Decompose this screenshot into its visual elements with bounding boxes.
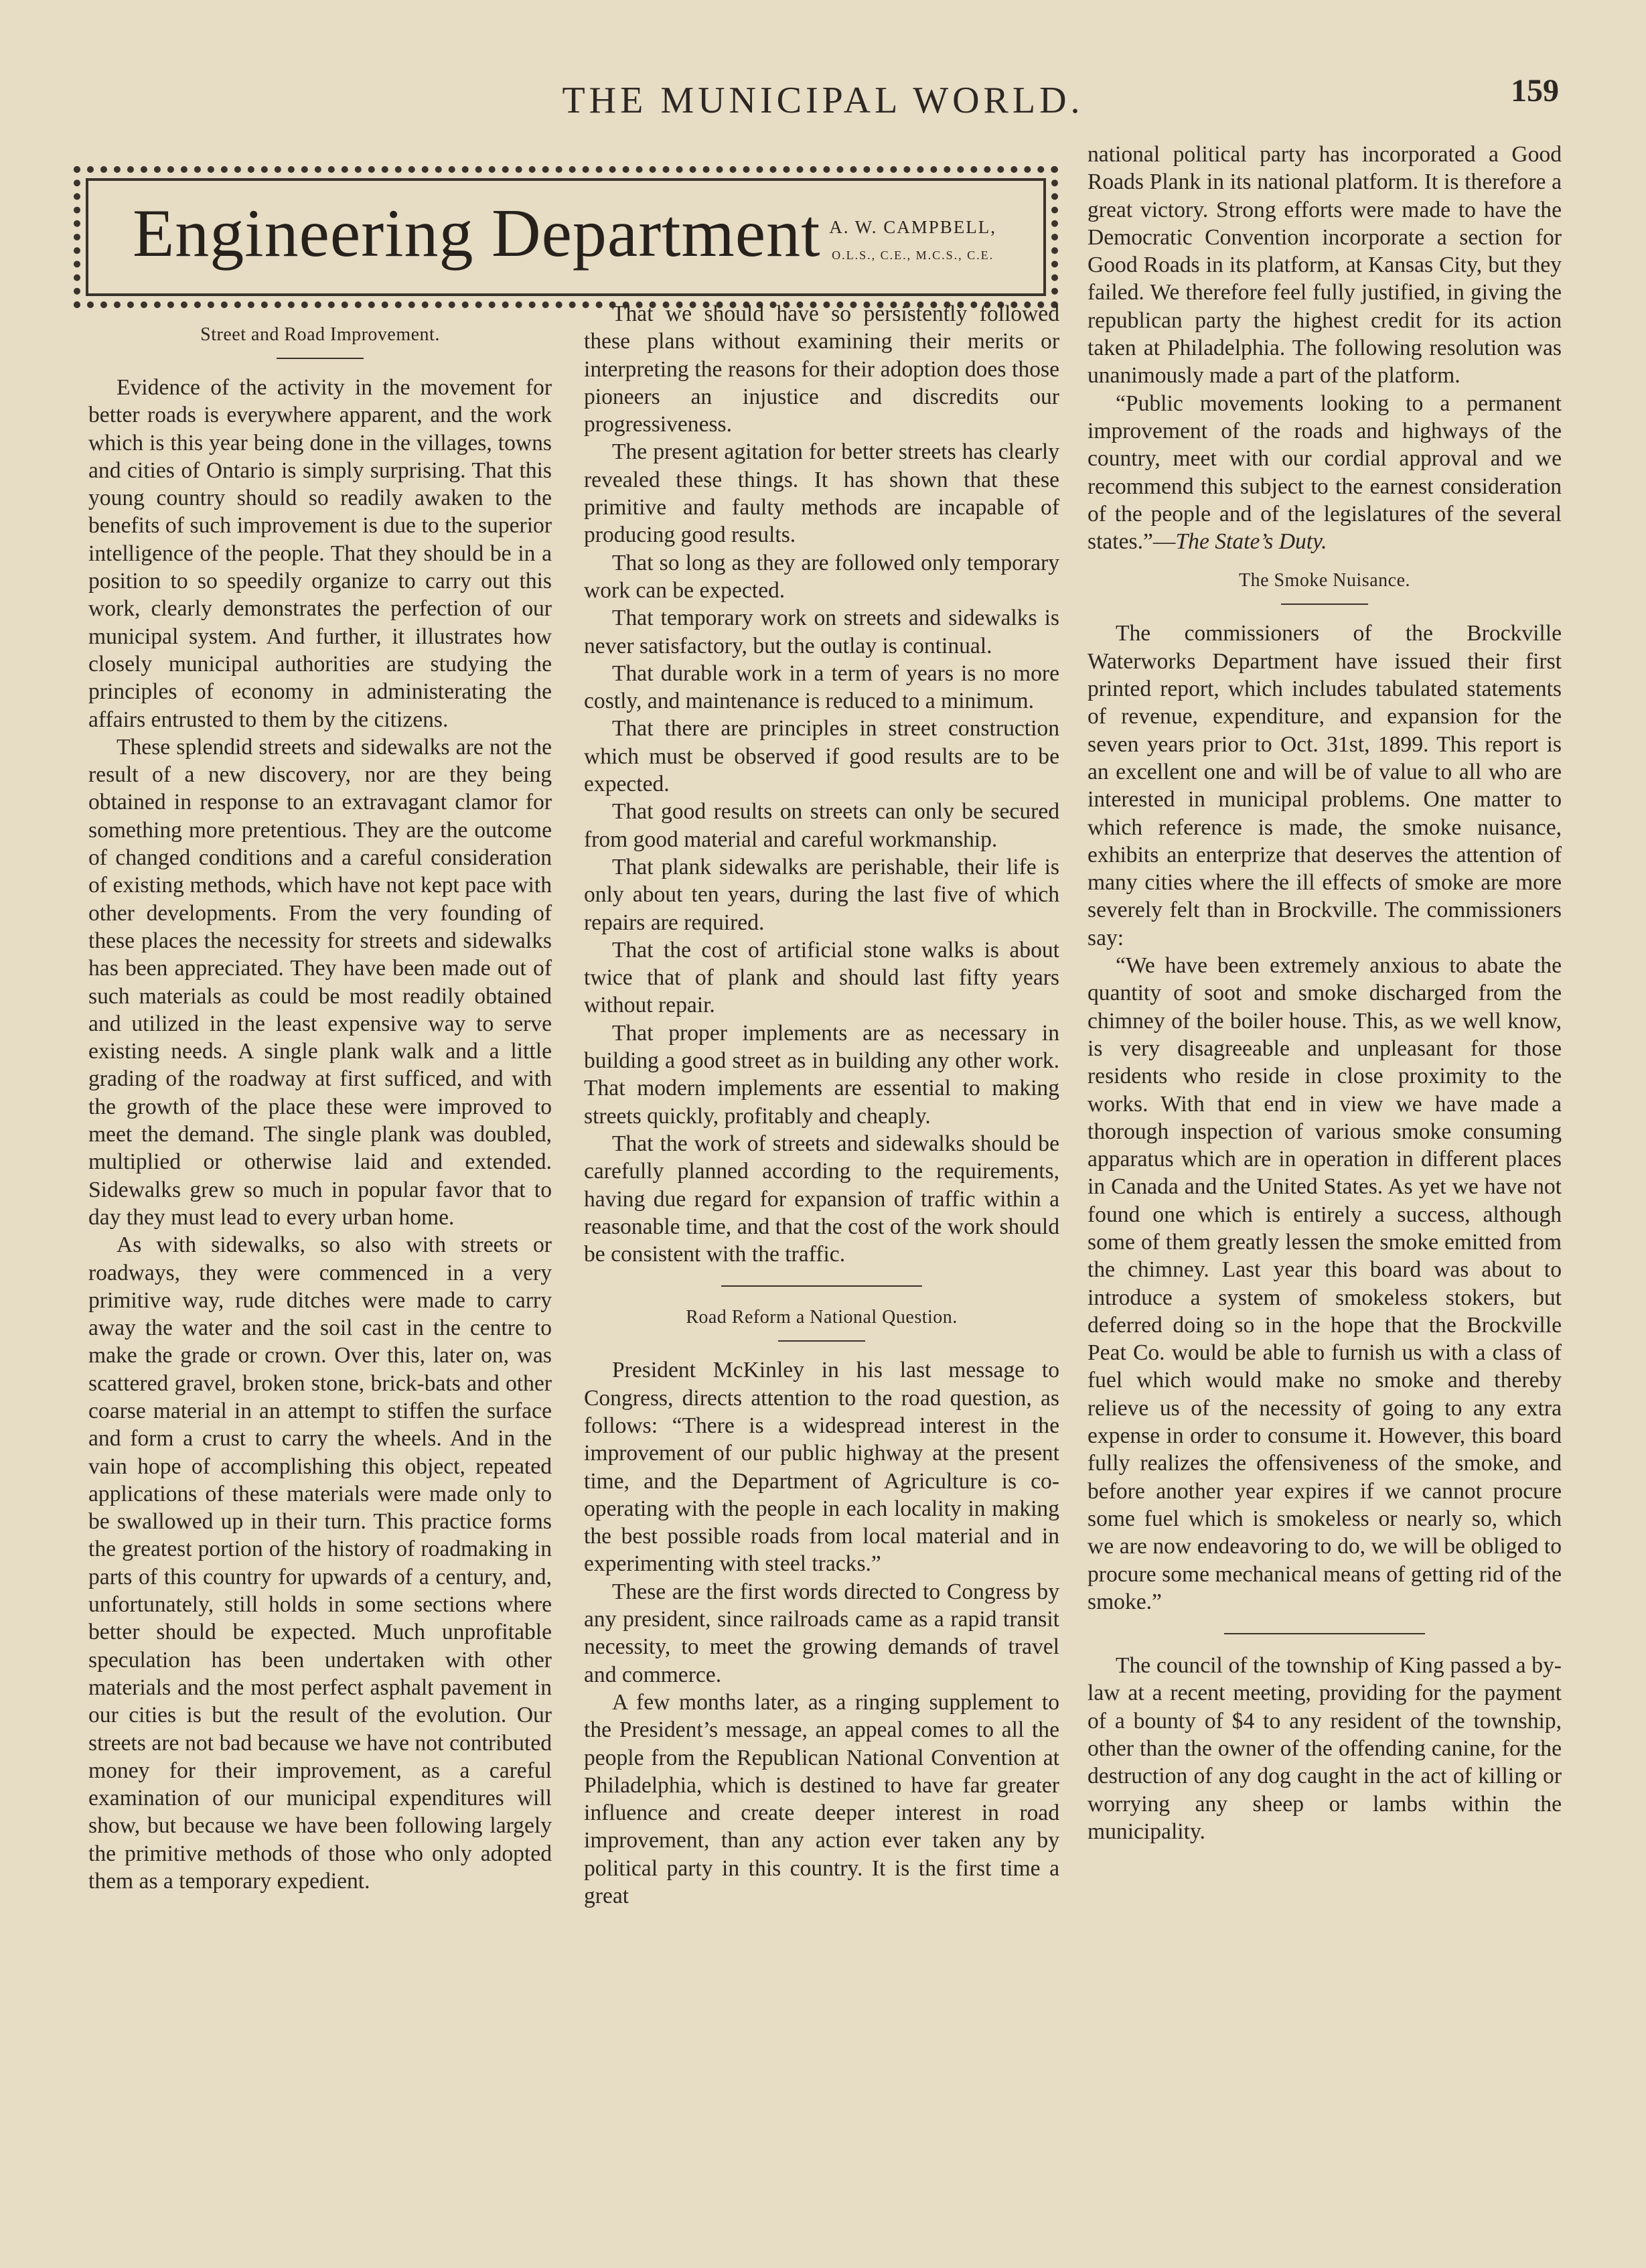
column-1 xyxy=(88,322,552,1895)
paragraph: The commissioners of the Brockville Waterworks Department have issued their first printed report, which includes tabulated statements of revenue, expenditure, and expansion for the seven years prior to Oct. 31st, 1899. This report is an excellent one and will be of value to all who are interested in municipal problems. One matter to which reference is made, the smoke nuisance, exhibits an enterprize that deserves the attention of many cities where the ill effects of smoke are more severely felt than in Brockville. The commissioners say: xyxy=(1088,621,1562,950)
heading-rule xyxy=(277,358,364,359)
paragraph: That plank sidewalks are perishable, their life is only about ten years, during the last five of which repairs are required. xyxy=(584,854,1059,935)
paragraph: That durable work in a term of years is no more costly, and maintenance is reduced to a minimum. xyxy=(584,660,1059,714)
paragraph: That the cost of artificial stone walks is about twice that of plank and should last fifty years without repair. xyxy=(584,937,1059,1018)
author-name: A. W. CAMPBELL, xyxy=(829,217,996,237)
heading-rule xyxy=(778,1340,865,1342)
paragraph: That proper implements are as necessary in building a good street as in building any other work. That modern implements are essential to making streets quickly, profitably and cheaply. xyxy=(584,1020,1059,1129)
paragraph: That good results on streets can only be secured from good material and careful workmanship. xyxy=(584,799,1059,852)
paragraph: That there are principles in street construction which must be observed if good results are to be expected. xyxy=(584,716,1059,797)
department-title: Engineering Department xyxy=(133,196,821,271)
paragraph: national political party has incorporated a Good Roads Plank in its national platform. It is therefore a great victory. Strong efforts were made to have the Democratic Convention incorporate a section for Good Roads in its platform, at Kansas City, but they failed. We therefore feel fully justified, in giving the republican party the highest credit for its action taken at Philadelphia. The following resolution was unanimously made a part of the platform. xyxy=(1088,142,1562,388)
section-divider xyxy=(721,1285,922,1287)
quote-paragraph xyxy=(1088,390,1562,556)
paragraph: These splendid streets and sidewalks are not the result of a new discovery, nor are they being obtained in response to an extravagant clamor for something more pretentious. They are the outcome of changed conditions and a careful consideration of existing methods, which have not kept pace with other developments. From the very founding of these places the necessity for streets and sidewalks has been appreciated. They have been made out of such materials as could be most readily obtained and utilized in the least expensive way to serve existing needs. A single plank walk and a little grading of the roadway at first sufficed, and with the growth of the place these were improved to meet the demand. The single plank was doubled, multiplied or otherwise laid and extended. Sidewalks grew so much in popular favor that to day they must lead to every urban home. xyxy=(88,734,552,1230)
column-3 xyxy=(1088,141,1562,1845)
paragraph: President McKinley in his last message to Congress, directs attention to the road question, as follows: “There is a widespread interest in the improvement of our public highway at the present time, and the Department of Agriculture is co-operating with the people in each locality in making the best possible roads from local material and in experimenting with steel tracks.” xyxy=(584,1358,1059,1577)
section-divider xyxy=(1224,1633,1425,1634)
column-2 xyxy=(584,300,1059,1910)
author-credentials: O.L.S., C.E., M.C.S., C.E. xyxy=(832,249,994,262)
section-heading-smoke: The Smoke Nuisance. xyxy=(1239,570,1410,591)
running-head: THE MUNICIPAL WORLD. xyxy=(562,80,1084,121)
paragraph: As with sidewalks, so also with streets or roadways, they were commenced in a very primitive way, rude ditches were made to carry away the water and the soil cast in the centre to make the grade or crown. Over this, later on, was scattered gravel, broken stone, brick-bats and other coarse material in an attempt to stiffen the surface and form a crust to carry the wheels. And in the vain hope of accomplishing this object, repeated applications of these materials were made only to be swallowed up in their turn. This practice forms the greatest portion of the history of roadmaking in parts of this country for upwards of a century, and, unfortunately, still holds in some sections where better should be expected. Much unprofitable speculation has been undertaken with other materials and the most perfect asphalt pavement in our cities is but the result of the evolution. Our streets are not bad because we have not contributed money for their improvement, as a careful examination of our municipal expenditures will show, but because we have been following largely the primitive methods of those who only adopted them as a temporary expedient. xyxy=(88,1232,552,1894)
heading-rule xyxy=(1281,604,1368,605)
paragraph: That temporary work on streets and sidewalks is never satisfactory, but the outlay is continual. xyxy=(584,606,1059,658)
paragraph: “We have been extremely anxious to abate the quantity of soot and smoke discharged from the chimney of the boiler house. This, as we well know, is very disagreeable and unpleasant for those residents who reside in close proximity to the works. With that end in view we have made a thorough inspection of various smoke consuming apparatus which are in operation in different places in Canada and the United States. As yet we have not found one which is entirely a success, although some of them greatly lessen the smoke emitted from the chimney. Last year this board was about to introduce a system of smokeless stokers, but deferred doing so in the hope that the Brockville Peat Co. would be able to furnish us with a class of fuel which would make no smoke and thereby relieve us of the necessity of going to any extra expense in order to consume it. However, this board fully realizes the offensiveness of the smoke, and before another year expires if we cannot procure some fuel which is smokeless or nearly so, which we are now endeavoring to do, we will be obliged to procure some mechanical means of getting rid of the smoke.” xyxy=(1088,953,1562,1614)
paragraph: The council of the township of King passed a by-law at a recent meeting, providing for the payment of a bounty of $4 to any resident of the township, other than the owner of the offending canine, for the destruction of any dog caught in the act of killing or worrying any sheep or lambs within the municipality. xyxy=(1088,1653,1562,1844)
platform-quote: “Public movements looking to a permanent improvement of the roads and highways of the country, meet with our cordial approval and we recommend this subject to the earnest consideration of the people and of the legislatures of the several states.”— xyxy=(1088,391,1562,555)
quote-source: The State’s Duty. xyxy=(1175,529,1327,555)
paragraph: That the work of streets and sidewalks should be carefully planned according to the requirements, having due regard for expansion of traffic within a reasonable time, and that the cost of the work should be consistent with the traffic. xyxy=(584,1131,1059,1267)
section-heading-national: Road Reform a National Question. xyxy=(686,1307,958,1328)
author-block xyxy=(829,213,996,269)
department-header-box xyxy=(74,166,1058,308)
page-number: 159 xyxy=(1511,73,1559,109)
paragraph: Evidence of the activity in the movement for better roads is everywhere apparent, and the work which is this year being done in the villages, towns and cities of Ontario is simply surprising. That this young country should so readily awaken to the benefits of such improvement is due to the superior intelligence of the people. That they should be in a position to so speedily organize to carry out this work, clearly demonstrates the perfection of our municipal system. And further, it illustrates how closely municipal authorities are studying the principles of economy in administerating the affairs entrusted to them by the citizens. xyxy=(88,375,552,732)
section-heading-street: Street and Road Improvement. xyxy=(200,324,440,345)
paragraph: A few months later, as a ringing supplement to the President’s message, an appeal comes to all the people from the Republican National Convention at Philadelphia, which is destined to have far greater influence and create deeper interest in road improvement, than any action ever taken any by political party in this country. It is the first time a great xyxy=(584,1689,1059,1909)
paragraph: That so long as they are followed only temporary work can be expected. xyxy=(584,550,1059,603)
paragraph: That we should have so persistently followed these plans without examining their merits or interpreting the reasons for their adoption does those pioneers an injustice and discredits our progressiveness. xyxy=(584,301,1059,437)
paragraph: The present agitation for better streets has clearly revealed these things. It has shown that these primitive and faulty methods are incapable of producing good results. xyxy=(584,439,1059,548)
paragraph: These are the first words directed to Congress by any president, since railroads came as a rapid transit necessity, to meet the growing demands of travel and commerce. xyxy=(584,1579,1059,1687)
